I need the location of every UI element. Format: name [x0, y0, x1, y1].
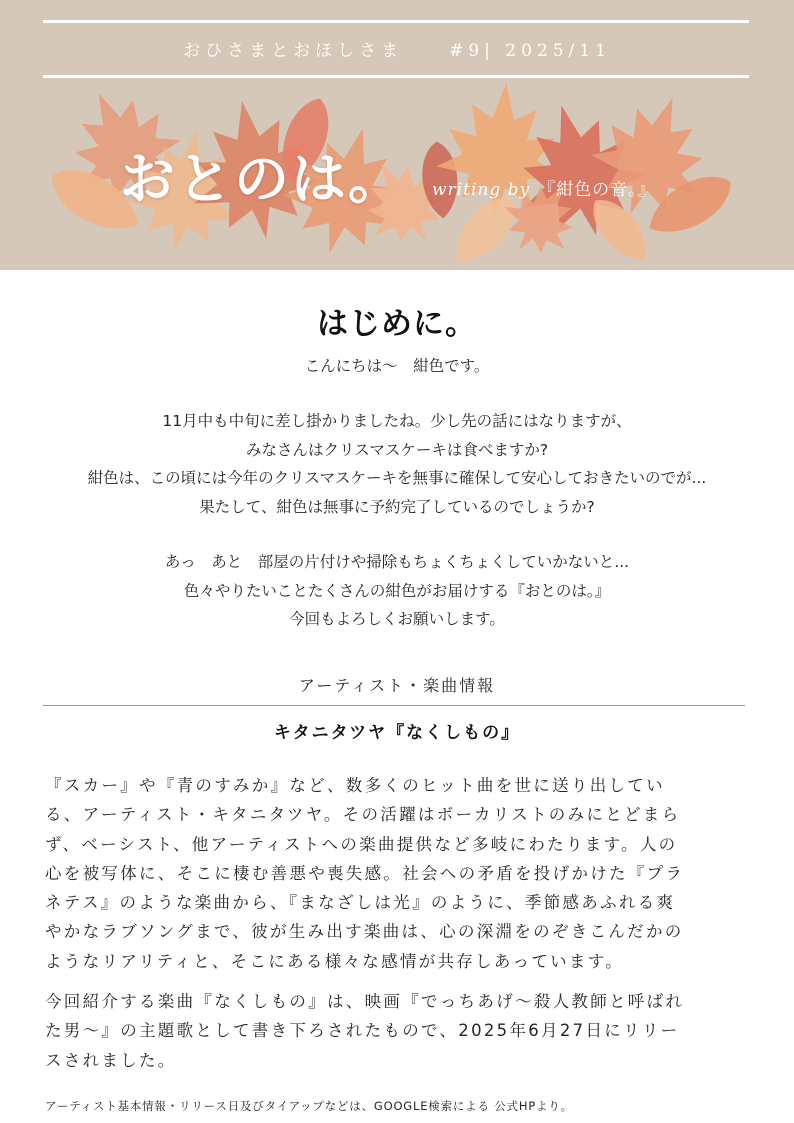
header-rule-bottom [43, 75, 749, 78]
byline [432, 175, 656, 200]
intro-line: 果たして、紺色は無事に予約完了しているのでしょうか? [199, 497, 595, 516]
newsletter-title: おとのは。 [120, 147, 406, 211]
intro-line: 今回もよろしくお願いします。 [289, 610, 505, 628]
intro-paragraph-2 [20, 548, 774, 634]
body-line: ネテス』のような楽曲から、『まなざしは光』のように、季節感あふれる爽 [45, 893, 676, 913]
series-name: おひさまとおほしさま [183, 41, 404, 61]
body-line: る、アーティスト・キタニタツヤ。その活躍はボーカリストのみにとどまら [45, 805, 681, 825]
intro-line: みなさんはクリスマスケーキは食べますか? [245, 440, 549, 459]
body-line: た男～』の主題歌として書き下ろされたもので、2025年6月27日にリリー [45, 1021, 680, 1041]
body-line: ようなリアリティと、そこにある様々な感情が共存しあっています。 [45, 951, 625, 971]
song-title: キタニタツヤ『なくしもの』 [273, 723, 521, 743]
intro-greeting: こんにちは～ 紺色です。 [304, 357, 490, 375]
issue-number: #9| 2025/11 [449, 41, 611, 61]
byline-author: 『紺色の音。』 [538, 180, 656, 200]
intro-line: 紺色は、この頃には今年のクリスマスケーキを無事に確保して安心しておきたいのでが... [87, 469, 707, 487]
body-line: 心を被写体に、そこに棲む善悪や喪失感。社会への矛盾を投げかけた『プラ [45, 863, 685, 883]
body-line: 『スカー』や『青のすみか』など、数多くのヒット曲を世に送り出してい [45, 776, 665, 795]
section-label: アーティスト・楽曲情報 [298, 676, 496, 695]
intro-line: あっ あと 部屋の片付けや掃除もちょくちょくしていかないと... [164, 553, 630, 571]
body-line: スされました。 [45, 1050, 177, 1070]
artist-paragraph-2 [45, 987, 751, 1075]
body-line: ず、ベーシスト、他アーティストへの楽曲提供など多岐にわたります。人の [45, 834, 678, 854]
body-line: やかなラブソングまで、彼が生み出す楽曲は、心の深淵をのぞきこんだかの [45, 922, 684, 942]
intro-line: 11月中も中旬に差し掛かりましたね。少し先の話にはなりますが、 [162, 412, 632, 430]
intro-heading: はじめに。 [317, 306, 477, 342]
intro-line: 色々やりたいことたくさんの紺色がお届けする『おとのは。』 [183, 581, 611, 600]
intro-paragraph-1 [20, 407, 774, 521]
header-banner [0, 0, 794, 270]
header-rule-top [43, 20, 749, 23]
artist-paragraph-1 [45, 771, 751, 976]
byline-prefix: writing by [432, 180, 531, 200]
source-footnote: アーティスト基本情報・リリース日及びタイアップなどは、GOOGLE検索による 公式HPより。 [45, 1099, 573, 1113]
section-divider [43, 705, 745, 706]
body-line: 今回紹介する楽曲『なくしもの』は、映画『でっちあげ～殺人教師と呼ばれ [45, 992, 685, 1011]
issue-line [0, 36, 794, 61]
